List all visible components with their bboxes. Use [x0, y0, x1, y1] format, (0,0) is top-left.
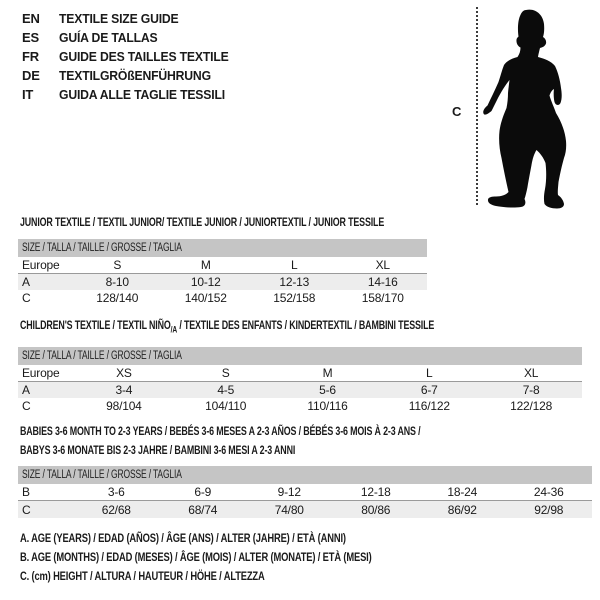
- row-label: C: [22, 399, 31, 413]
- babies-section-title-line2: BABYS 3-6 MONATE BIS 2-3 JAHRE / BAMBINI 3-6 MESI A 2-3 ANNI: [20, 443, 296, 457]
- language-code: EN: [22, 11, 40, 26]
- row-label: B: [22, 485, 30, 499]
- language-title-list: [22, 9, 239, 104]
- height-cell: 98/104: [106, 399, 142, 413]
- age-cell: 5-6: [319, 383, 336, 397]
- height-cell: 110/116: [307, 399, 348, 413]
- height-cell: 92/98: [534, 502, 564, 517]
- age-cell: 3-6: [107, 485, 125, 499]
- age-cell: 8-10: [105, 275, 129, 289]
- age-cell: 18-24: [447, 485, 478, 499]
- height-cell: 158/170: [361, 291, 404, 305]
- baby-silhouette-figure: [480, 0, 600, 215]
- row-label: C: [22, 502, 31, 517]
- row-label: A: [22, 275, 30, 289]
- size-cell: S: [113, 258, 122, 272]
- table-row-europe: [18, 257, 427, 274]
- row-label: C: [22, 291, 31, 305]
- language-title: GUÍA DE TALLAS: [59, 30, 158, 45]
- junior-size-table: [18, 239, 427, 306]
- age-cell: 7-8: [522, 383, 540, 397]
- age-cell: 6-9: [194, 485, 212, 499]
- legend-line-a: A. AGE (YEARS) / EDAD (AÑOS) / ÂGE (ANS) / ALTER (JAHRE) / ETÀ (ANNI): [20, 531, 346, 545]
- title-subscript: /A: [170, 324, 178, 335]
- size-cell: XL: [523, 366, 539, 380]
- children-section-title: CHILDREN'S TEXTILE / TEXTIL $NIÑO_{/A}$ / TEXTILE DES ENFANTS / KINDERTEXTIL / BAMBINI TESSILE: [20, 318, 435, 335]
- height-measure-label: C: [452, 104, 462, 119]
- age-cell: 12-18: [360, 485, 391, 499]
- size-cell: XS: [116, 366, 132, 380]
- row-label: Europe: [22, 258, 60, 272]
- row-label: Europe: [22, 366, 60, 380]
- legend: [20, 531, 471, 588]
- height-cell: 152/158: [273, 291, 316, 305]
- baby-silhouette-icon: [480, 0, 600, 215]
- babies-size-table: [18, 466, 592, 518]
- language-code: FR: [22, 49, 39, 64]
- size-cell: L: [426, 366, 433, 380]
- language-row-it: [22, 85, 239, 104]
- age-cell: 3-4: [115, 383, 133, 397]
- height-cell: 80/86: [361, 502, 391, 517]
- height-cell: 62/68: [101, 502, 131, 517]
- children-size-table: [18, 347, 582, 414]
- age-cell: 12-13: [279, 275, 310, 289]
- size-header-bar: [18, 239, 427, 257]
- age-cell: 6-7: [420, 383, 438, 397]
- language-code: DE: [22, 68, 40, 83]
- junior-section-title: JUNIOR TEXTILE / TEXTIL JUNIOR/ TEXTILE JUNIOR / JUNIORTEXTIL / JUNIOR TESSILE: [20, 215, 385, 229]
- age-cell: 4-5: [217, 383, 235, 397]
- height-measure-dotted-line: [476, 7, 478, 205]
- table-row-height: [18, 290, 427, 306]
- size-header-label: SIZE / TALLA / TAILLE / GRÖSSE / TAGLIA: [22, 469, 182, 481]
- size-cell: XL: [375, 258, 390, 272]
- language-title: TEXTILE SIZE GUIDE: [59, 11, 179, 26]
- size-header-bar: [18, 347, 582, 365]
- table-row-age: [18, 274, 427, 290]
- table-row-height: [18, 501, 592, 518]
- size-cell: L: [291, 258, 298, 272]
- legend-line-b: B. AGE (MONTHS) / EDAD (MESES) / ÂGE (MOIS) / ALTER (MONATE) / ETÀ (MESI): [20, 550, 372, 564]
- height-cell: 104/110: [205, 399, 247, 413]
- size-header-label: SIZE / TALLA / TAILLE / GRÖSSE / TAGLIA: [22, 242, 182, 254]
- language-title: GUIDA ALLE TAGLIE TESSILI: [59, 87, 225, 102]
- language-code: IT: [22, 87, 34, 102]
- age-cell: 10-12: [190, 275, 221, 289]
- height-cell: 74/80: [274, 502, 304, 517]
- row-label: A: [22, 383, 30, 397]
- size-header-bar: [18, 466, 592, 484]
- language-row-es: [22, 28, 239, 47]
- babies-section-title-line1: BABIES 3-6 MONTH TO 2-3 YEARS / BEBÉS 3-6 MESES A 2-3 AÑOS / BÉBÉS 3-6 MOIS À 2-3 ANS /: [20, 424, 421, 438]
- size-cell: S: [221, 366, 230, 380]
- table-row-age-months: [18, 484, 592, 501]
- size-cell: M: [322, 366, 333, 380]
- language-title: GUIDE DES TAILLES TEXTILE: [59, 49, 229, 64]
- age-cell: 14-16: [367, 275, 398, 289]
- age-cell: 9-12: [277, 485, 301, 499]
- height-cell: 128/140: [96, 291, 139, 305]
- table-row-height: [18, 398, 582, 414]
- language-row-en: [22, 9, 239, 28]
- language-row-de: [22, 66, 239, 85]
- table-row-age: [18, 382, 582, 398]
- age-cell: 24-36: [533, 485, 564, 499]
- language-code: ES: [22, 30, 39, 45]
- size-cell: M: [200, 258, 211, 272]
- language-row-fr: [22, 47, 239, 66]
- language-title: TEXTILGRÖßENFÜHRUNG: [59, 68, 211, 83]
- height-cell: 122/128: [510, 399, 553, 413]
- legend-line-c: C. (cm) HEIGHT / ALTURA / HAUTEUR / HÖHE / ALTEZZA: [20, 569, 265, 583]
- size-header-label: SIZE / TALLA / TAILLE / GRÖSSE / TAGLIA: [22, 350, 182, 362]
- height-cell: 68/74: [188, 502, 218, 517]
- height-cell: 86/92: [447, 502, 477, 517]
- height-cell: 116/122: [408, 399, 450, 413]
- table-row-europe: [18, 365, 582, 382]
- height-cell: 140/152: [184, 291, 227, 305]
